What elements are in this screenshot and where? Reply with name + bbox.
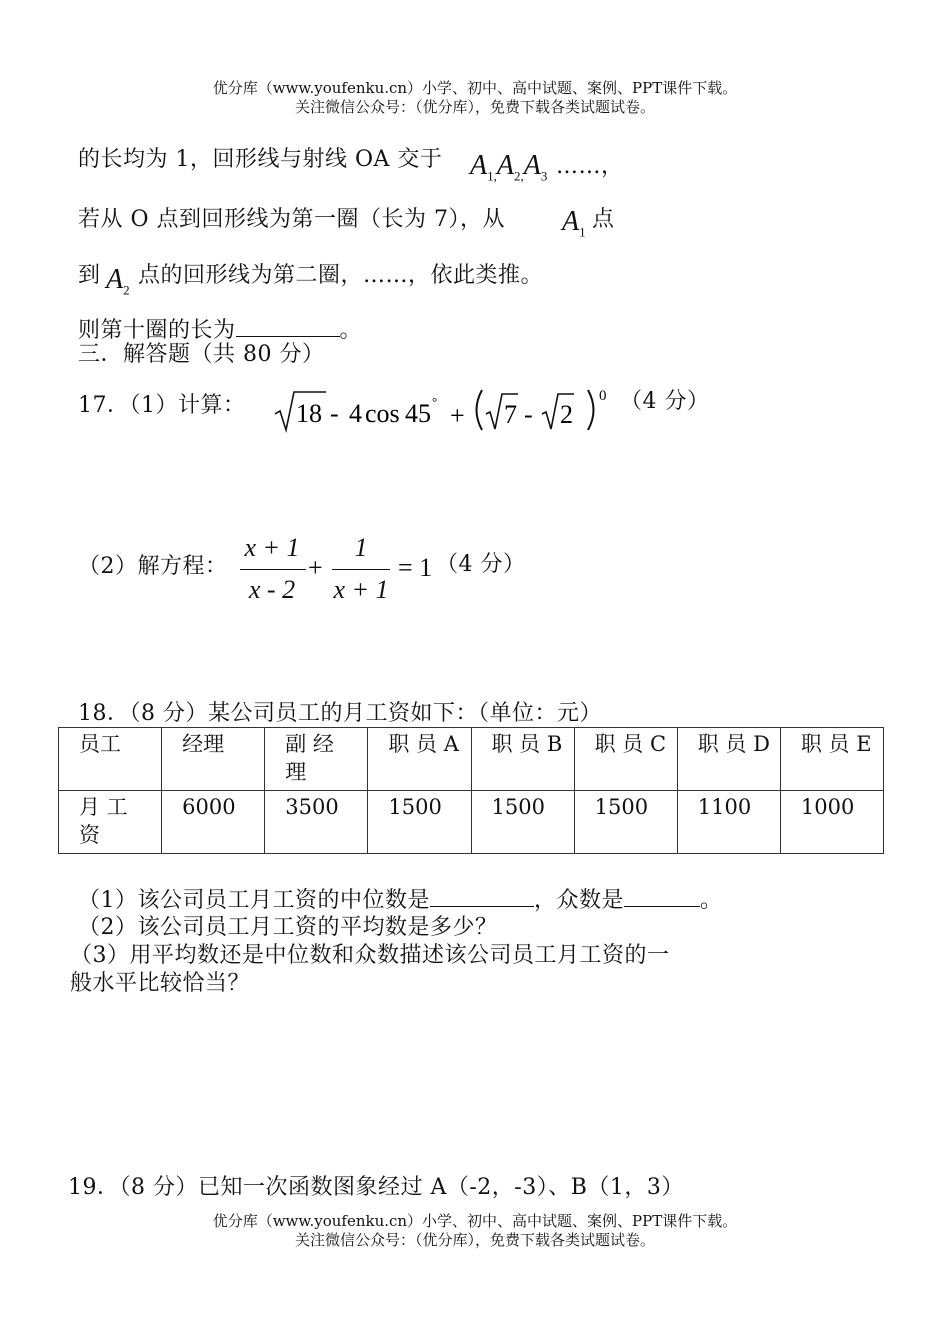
table-cell: 1500 [471,791,574,854]
right-paren [588,390,594,430]
minus-sign-2: - [524,400,533,429]
q16-line-3-point [106,262,130,299]
table-cell: 6000 [162,791,265,854]
table-cell: 1000 [780,791,883,854]
sqrt-2-value: 2 [560,400,573,429]
table-cell: 职 员 B [471,728,574,791]
table-header-row [59,728,884,791]
a1-letter-b: A [562,206,580,237]
q18-sub-2: （2）该公司员工月工资的平均数是多少？ [78,915,498,940]
answer-blank-q16[interactable] [236,316,340,337]
fraction-1-bar [240,569,306,570]
fraction-2-bar [332,569,390,570]
a2-sub-b: 2 [123,282,130,298]
q17-part2-label: （2）解方程： [78,554,228,579]
a1-sub-b: 1 [579,224,586,240]
table-cell: 1500 [574,791,677,854]
sqrt-7-value: 7 [504,400,517,429]
angle-45: 45 [405,399,431,428]
table-cell: 副 经 理 [265,728,368,791]
cos-label: cos [365,399,400,428]
left-paren [477,390,483,430]
minus-sign-1: - [330,399,339,428]
q19-title: 19．（8 分）已知一次函数图象经过 A（-2，-3）、B（1，3） [68,1175,684,1200]
q18-sub-1-text: （1）该公司员工月工资的中位数是 [78,888,430,913]
table-row [59,791,884,854]
q18-sub-3-line-2: 般水平比较恰当？ [70,971,251,996]
table-cell: 3500 [265,791,368,854]
sqrt-18-value: 18 [296,399,322,428]
a2-letter-b: A [106,264,124,295]
table-cell: 月 工 资 [59,791,162,854]
q16-line-1-text: 的长均为 1，回形线与射线 OA 交于 [78,147,443,172]
table-cell: 职 员 E [780,728,883,791]
fraction-1-numerator: x + 1 [244,533,300,562]
table-cell: 职 员 D [677,728,780,791]
exponent-0: 0 [599,388,607,404]
q17-expression [272,386,617,436]
q16-line-4-tail: 。 [339,318,363,343]
q18-sub-1-end: 。 [700,888,723,913]
a3-sub: 3 [540,168,548,184]
header-line-1: 优分库（www.youfenku.cn）小学、初中、高中试题、案例、PPT课件下载。 [212,79,738,97]
a1-sub: 1, [487,168,497,184]
q18-sub-1 [78,886,723,915]
q16-line-2-point [562,204,586,241]
table-cell: 职 员 C [574,728,677,791]
q16-a-points [470,148,547,185]
table-cell: 经理 [162,728,265,791]
fraction-2-numerator: 1 [354,533,368,562]
q18-sub-1-mid: ，众数是 [534,888,625,913]
wage-table [58,727,884,854]
q16-line-3-head: 到 [78,263,101,288]
equation-rhs: = 1 [398,553,433,582]
q16-line-4-text: 则第十圈的长为 [78,318,236,343]
q17-part1-score: （4 分） [620,389,710,414]
q16-line-1-tail: ……， [556,154,624,179]
section-title: 三．解答题（共 80 分） [78,342,325,367]
answer-blank-median[interactable] [430,886,534,907]
a3-letter: A [523,150,541,181]
q16-line-2-tail: 点 [592,207,615,232]
answer-blank-mode[interactable] [624,886,700,907]
q16-line-1 [78,146,442,174]
footer-line-2: 关注微信公众号：（优分库），免费下载各类试题试卷。 [294,1231,655,1249]
q18-sub-3-line-1: （3）用平均数还是中位数和众数描述该公司员工月工资的一 [70,943,670,968]
table-cell: 员工 [59,728,162,791]
table-cell: 1500 [368,791,471,854]
coef-4: 4 [349,399,362,428]
a1-letter: A [470,150,488,181]
a2-sub: 2, [513,168,524,184]
footer-line-1: 优分库（www.youfenku.cn）小学、初中、高中试题、案例、PPT课件下载。 [212,1212,738,1230]
q16-line-3: 点的回形线为第二圈，……，依此类推。 [138,263,544,288]
header-line-2: 关注微信公众号：（优分库），免费下载各类试题试卷。 [294,98,655,116]
q17-part2-score: （4 分） [436,552,526,577]
table-cell: 职 员 A [368,728,471,791]
q16-line-2: 若从 O 点到回形线为第一圈（长为 7），从 [78,207,506,232]
q17-part1-label: 17．（1）计算： [78,393,246,418]
fraction-2-denominator: x + 1 [333,575,389,604]
plus-sign-1: + [450,401,465,430]
degree-sign: ° [432,394,438,409]
q18-title: 18．（8 分）某公司员工的月工资如下：（单位：元） [78,701,602,726]
a2-letter: A [496,150,514,181]
plus-sign-2: + [308,553,323,582]
fraction-1-denominator: x - 2 [248,575,296,604]
table-cell: 1100 [677,791,780,854]
